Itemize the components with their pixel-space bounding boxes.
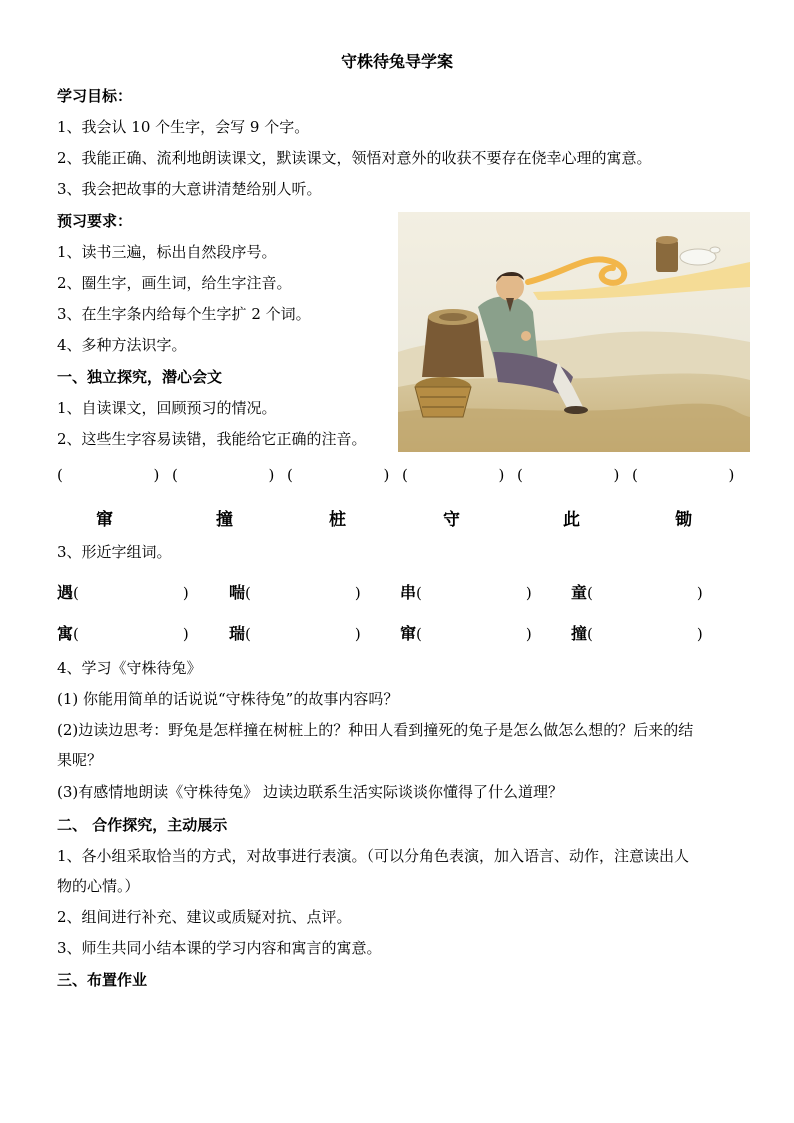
page-title: 守株待兔导学案 — [340, 52, 453, 71]
section1-item: 3、形近字组词。 — [57, 543, 172, 561]
word-group[interactable]: 串( ) — [400, 583, 532, 602]
word-group[interactable]: 童( ) — [571, 583, 703, 602]
section3-heading: 三、布置作业 — [57, 971, 148, 989]
pinyin-blank[interactable]: ( ) — [172, 466, 275, 484]
preview-item: 1、读书三遍，标出自然段序号。 — [57, 243, 277, 261]
goals-heading: 学习目标： — [57, 87, 133, 105]
section2-item: 2、组间进行补充、建议或质疑对抗、点评。 — [57, 908, 352, 926]
goal-item: 2、我能正确、流利地朗读课文，默读课文，领悟对意外的收获不要存在侥幸心理的寓意。 — [57, 149, 652, 167]
character: 守 — [443, 510, 460, 530]
character: 撞 — [216, 510, 233, 530]
word-group-row — [57, 580, 737, 602]
section2-item: 3、师生共同小结本课的学习内容和寓言的寓意。 — [57, 939, 382, 957]
pinyin-blank[interactable]: ( ) — [57, 466, 160, 484]
section1-item: 4、学习《守株待兔》 — [57, 659, 202, 677]
pinyin-blank[interactable]: ( ) — [287, 466, 390, 484]
section2-item-continued: 物的心情。） — [57, 877, 140, 895]
farmer-waiting-by-stump-illustration — [398, 212, 750, 452]
pinyin-blank[interactable]: ( ) — [517, 466, 620, 484]
preview-item: 4、多种方法识字。 — [57, 336, 187, 354]
section2-item: 1、各小组采取恰当的方式，对故事进行表演。（可以分角色表演，加入语言、动作，注意读出人 — [57, 847, 690, 865]
goal-item: 3、我会把故事的大意讲清楚给别人听。 — [57, 180, 322, 198]
pinyin-blank[interactable]: ( ) — [402, 466, 505, 484]
character: 此 — [563, 510, 580, 530]
preview-heading: 预习要求： — [57, 212, 133, 230]
character: 窜 — [96, 510, 113, 530]
question-continued: 果呢？ — [57, 751, 103, 769]
pinyin-blanks-row — [57, 466, 737, 488]
character: 锄 — [675, 510, 692, 530]
word-group[interactable]: 喘( ) — [229, 583, 361, 602]
word-group[interactable]: 寓( ) — [57, 624, 189, 643]
word-group-row — [57, 621, 737, 643]
character: 桩 — [329, 510, 346, 530]
section2-heading: 二、 合作探究，主动展示 — [57, 816, 228, 834]
section1-item: 2、这些生字容易读错，我能给它正确的注音。 — [57, 430, 367, 448]
section1-item: 1、自读课文，回顾预习的情况。 — [57, 399, 277, 417]
characters-row — [0, 505, 794, 529]
question: (1) 你能用简单的话说说“守株待兔”的故事内容吗？ — [57, 690, 399, 708]
goal-item: 1、我会认 10 个生字，会写 9 个字。 — [57, 118, 310, 136]
word-group[interactable]: 撞( ) — [571, 624, 703, 643]
preview-item: 2、圈生字，画生词，给生字注音。 — [57, 274, 292, 292]
question: (2)边读边思考：野兔是怎样撞在树桩上的？种田人看到撞死的兔子是怎么做怎么想的？后来的结 — [57, 721, 694, 739]
word-group[interactable]: 瑞( ) — [229, 624, 361, 643]
section1-heading: 一、独立探究，潜心会文 — [57, 368, 223, 386]
pinyin-blank[interactable]: ( ) — [632, 466, 735, 484]
word-group[interactable]: 窜( ) — [400, 624, 532, 643]
word-group[interactable]: 遇( ) — [57, 583, 189, 602]
question: (3)有感情地朗读《守株待兔》 边读边联系生活实际谈谈你懂得了什么道理？ — [57, 783, 564, 801]
preview-item: 3、在生字条内给每个生字扩 2 个词。 — [57, 305, 311, 323]
